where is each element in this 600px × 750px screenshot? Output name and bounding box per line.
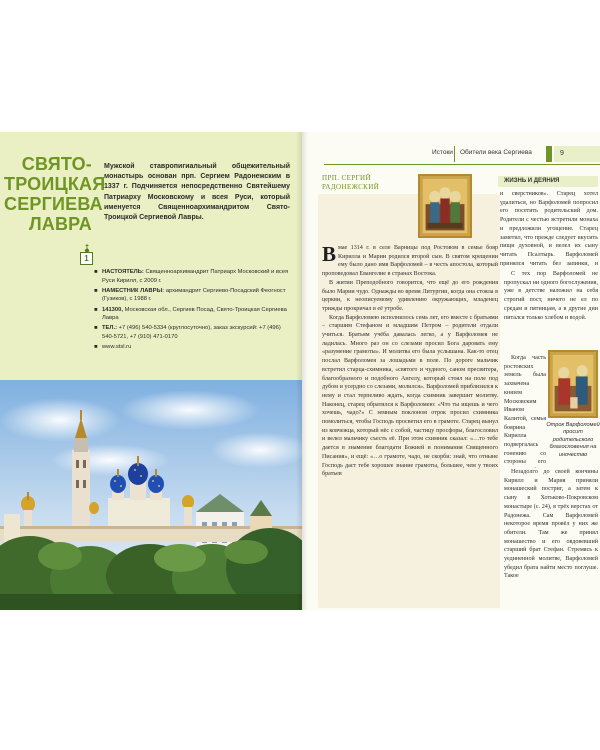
monastery-title: СВЯТО- ТРОИЦКАЯ СЕРГИЕВА ЛАВРА (4, 154, 106, 234)
header-divider (454, 146, 455, 162)
book-spread (0, 132, 600, 610)
section-tag: ЖИЗНЬ И ДЕЯНИЯ (498, 176, 598, 187)
book-gutter-shadow (296, 132, 308, 610)
monastery-number-badge: 1 (80, 252, 93, 265)
bullet-icon: ■ (94, 306, 98, 313)
lavra-photo (0, 380, 302, 610)
icon-painting-trinity (418, 174, 472, 238)
info-row-website: ■ www.stsl.ru (94, 344, 132, 351)
monastery-info-panel (0, 132, 302, 380)
article-column-right-top: и сверстников». Старец хотел удалиться, но Варфоломей попросил его посетить родительский дом. Родители с честью встретили монаха и предложили угощение. Старец заметил, что прежде следует вкусить пищи духовной, и велел их сыну читать Псалтырь. Варфоломей принялся читать без запинки, и (500, 191, 598, 266)
info-row-phone: ■ ТЕЛ.: +7 (496) 540-5334 (круглосуточно), заказ экскурсий: +7 (496) 540-5721, +7 (910) 471-0170 (94, 325, 281, 340)
article-column-right-narrow: Когда часть ростовских земель была захвачена князем Московским Иваном Калитой, семья боярина Кирилла подвергалась гонению со стороны его (504, 355, 546, 466)
info-row-address: ■ 141300, Московская обл., Сергиев Посад, Свято-Троицкая Сергиева Лавра (94, 306, 287, 322)
left-page (0, 132, 302, 610)
running-header (324, 146, 600, 162)
icon-caption: Отрок Варфоломей просит родительского благословения на иночество (546, 422, 600, 458)
info-row-vicar: ■ НАМЕСТНИК ЛАВРЫ: архимандрит Сергиево-Посадский Феогност (Гузиков), с 1988 г. (94, 287, 286, 303)
monastery-contacts (94, 268, 294, 353)
icon-painting-bartholomew (548, 350, 598, 418)
bullet-icon: ■ (94, 325, 98, 332)
monastery-intro: Мужской ставропигиальный общежительный монастырь основан прп. Сергием Радонежским в 1337 г. Подчиняется непосредственно Святейшему Патриарху Московскому и всея Руси, который именуется Священноархимандритом Свято-Троицкой Сергиевой Лавры. (104, 163, 290, 222)
page-number: 9 (554, 146, 600, 162)
article-column-left: Вмае 1314 г. в селе Варницы под Ростовом в семье бояр Кирилла и Марии родился второй сын. В святом крещении ему было дано имя Варфоломей – в честь апостола, который проповедовал Евангелие в странах Востока. В житии Преподобного говорится, что ещё до его рождения было Марии чудо. Однажды во время Литургии, когда она стояла в церкви, к неописуемому удивлению окружающих, младенец трижды прокричал в её утробе. Когда Варфоломею исполнилось семь лет, его вместе с братьями – старшим Стефаном и младшим Петром – родители отдали учиться. Братьям учёба давалась легко, а у Варфоломея не ладилась. Много раз он со слезами просил Бога даровать ему «разумение грамоты». И молитва его была услышана. Как-то отец послал Варфоломея за лошадьми в поле. По дороге мальчик встретил старца-схимника, «святого и чудного, саном пресвитера, благообразного и подобного Ангелу, который стоял на поле под дубом и усердно со слезами, молился». Варфоломей приблизился к нему и стал терпеливо ждать, когда схимник завершит молитву. Наконец, старец обратился к Варфоломею: «Что ты ищешь и чего хочешь, чадо?» С земным поклоном отрок просил схимника помолиться, чтобы Господь просветил его в грамоте. Старец вынул из ковчежца, который нёс с собой, частицу просфоры, благословил и велел мальчику съесть её. При этом схимник сказал: «…то тебе дается в знамение благодати Божией и понимания Священного Писания», и ещё: «…о грамоте, чадо, не скорби: знай, что отныне Господь даст тебе хорошее знание грамоты, большее, чем у твоих братьев (322, 244, 498, 478)
header-accent-bar (546, 146, 552, 162)
drop-cap: В (322, 244, 337, 266)
bullet-icon: ■ (94, 269, 98, 275)
header-rule (324, 164, 600, 165)
bullet-icon: ■ (94, 344, 98, 351)
info-row-abbot: ■ НАСТОЯТЕЛЬ: Священноархимандрит Патриарх Московский и всея Руси Кирилл, с 2009 г. (94, 269, 289, 284)
header-subsection: Обители века Сергиева (460, 149, 532, 156)
header-section: Истоки (432, 149, 453, 156)
right-page (302, 132, 600, 610)
bullet-icon: ■ (94, 287, 98, 294)
article-column-right-bottom: Незадолго до своей кончины Кирилл и Мария приняли монашеский постриг, а затем к сыну в Хотьково-Покровском монастыре (с. 24), в трёх верстах от Радонежа. Сам Варфоломей некоторое время провёл у них же обители. Там же принял монашество и его овдовевший старший брат Стефан. Стремясь к уединенной молитве, Варфоломей убедил брата найти место поглуше. Такое (504, 469, 598, 580)
article-subhead: ПРП. СЕРГИЙ РАДОНЕЖСКИЙ (322, 174, 380, 191)
article-column-right-middle: С тех пор Варфоломей не пропускал ни одного богослужения, уже в детстве наложил на себя строгий пост, ничего не ел по средам и пятницам, а в другие дни питался только хлебом и водой. (504, 271, 598, 321)
